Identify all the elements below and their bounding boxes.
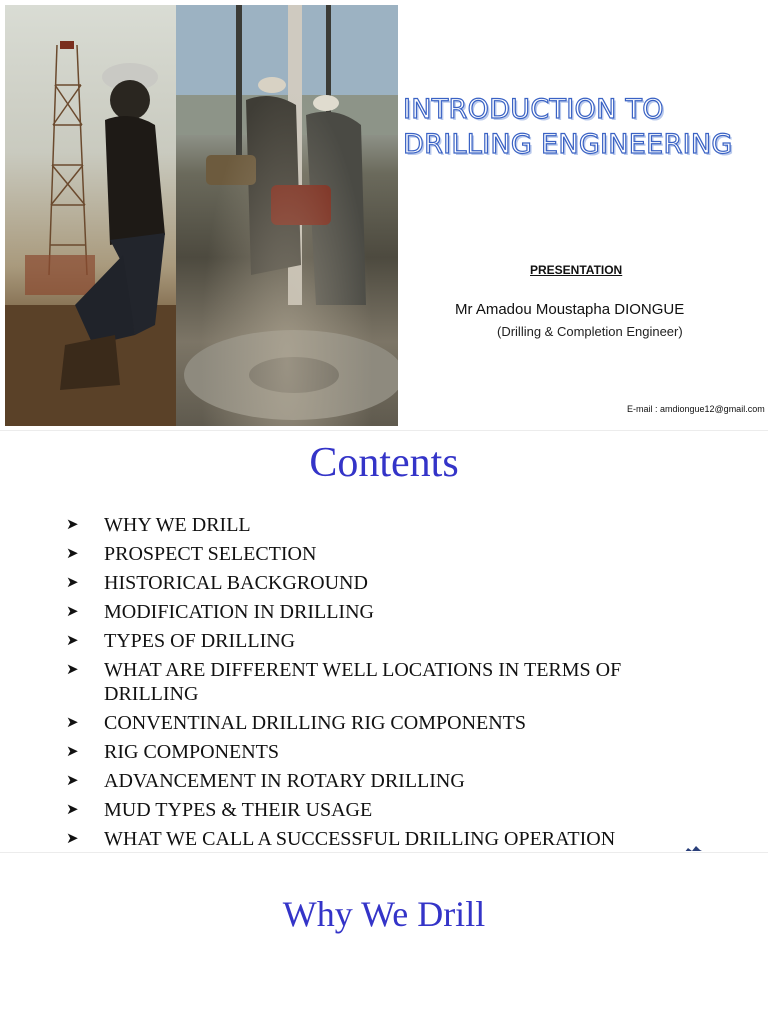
list-item-label: MODIFICATION IN DRILLING — [104, 601, 374, 623]
list-item — [66, 542, 706, 566]
list-item — [66, 600, 706, 624]
arrow-bullet-icon: ➤ — [66, 662, 79, 678]
arrow-bullet-icon: ➤ — [66, 575, 79, 591]
contents-slide — [0, 430, 768, 851]
list-item — [66, 658, 706, 706]
list-item — [66, 827, 706, 851]
list-item — [66, 629, 706, 653]
rig-silhouette-illustration — [5, 5, 176, 426]
arrow-bullet-icon: ➤ — [66, 831, 79, 847]
why-we-drill-slide — [0, 852, 768, 1025]
arrow-bullet-icon: ➤ — [66, 546, 79, 562]
rig-floor-crew-photo — [176, 5, 398, 426]
list-item — [66, 798, 706, 822]
list-item — [66, 769, 706, 793]
presenter-email: E-mail : amdiongue12@gmail.com — [627, 404, 765, 414]
list-item-label: RIG COMPONENTS — [104, 741, 280, 763]
presentation-label: PRESENTATION — [530, 263, 623, 277]
list-item-label: PROSPECT SELECTION — [104, 543, 317, 565]
arrow-bullet-icon: ➤ — [66, 604, 79, 620]
drilling-rig-worker-photo — [5, 5, 176, 426]
arrow-bullet-icon: ➤ — [66, 773, 79, 789]
list-item-label: ADVANCEMENT IN ROTARY DRILLING — [104, 770, 465, 792]
slide-title: INTRODUCTION TO DRILLING ENGINEERING — [403, 94, 733, 160]
list-item-label: HISTORICAL BACKGROUND — [104, 572, 368, 594]
presenter-role: (Drilling & Completion Engineer) — [497, 324, 683, 339]
list-item-label: WHAT WE CALL A SUCCESSFUL DRILLING OPERATION — [104, 828, 616, 850]
contents-title: Contents — [309, 440, 459, 486]
list-item — [66, 513, 706, 537]
arrow-bullet-icon: ➤ — [66, 517, 79, 533]
list-item-label: CONVENTINAL DRILLING RIG COMPONENTS — [104, 712, 527, 734]
title-slide — [0, 0, 768, 428]
list-item — [66, 571, 706, 595]
list-item — [66, 711, 706, 735]
list-item-label: MUD TYPES & THEIR USAGE — [104, 799, 373, 821]
list-item-label: TYPES OF DRILLING — [104, 630, 296, 652]
list-item-label: WHY WE DRILL — [104, 514, 251, 536]
logo-fragment-icon — [684, 845, 706, 851]
arrow-bullet-icon: ➤ — [66, 744, 79, 760]
list-item-label: WHAT ARE DIFFERENT WELL LOCATIONS IN TERMS OF DRILLING — [104, 659, 622, 705]
contents-list — [66, 513, 706, 851]
presenter-name: Mr Amadou Moustapha DIONGUE — [455, 301, 685, 318]
why-we-drill-title: Why We Drill — [282, 894, 486, 934]
arrow-bullet-icon: ➤ — [66, 715, 79, 731]
arrow-bullet-icon: ➤ — [66, 802, 79, 818]
list-item — [66, 740, 706, 764]
arrow-bullet-icon: ➤ — [66, 633, 79, 649]
